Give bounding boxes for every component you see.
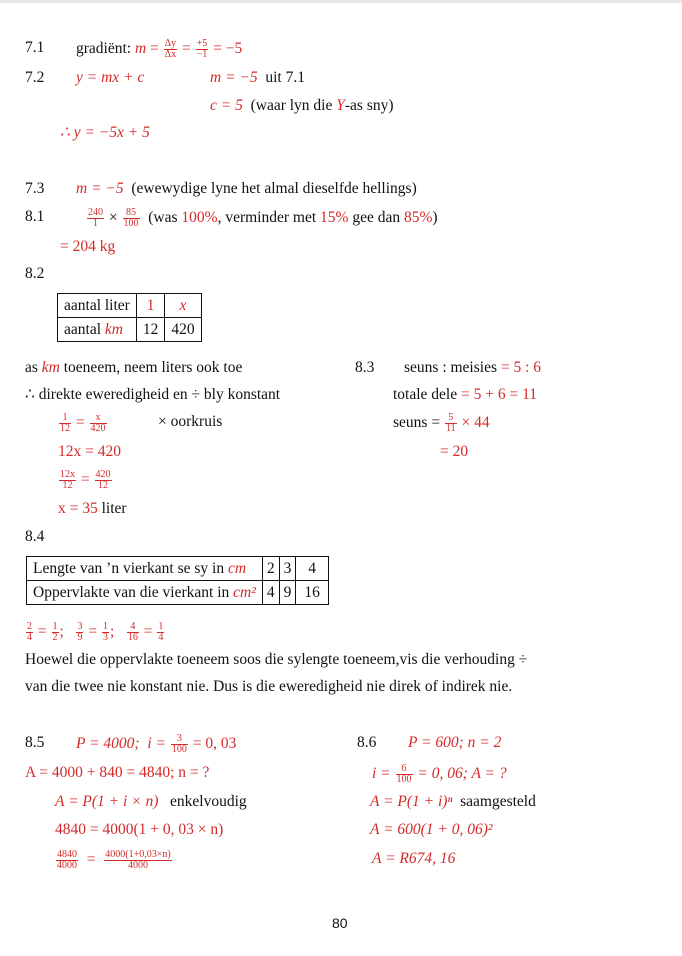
table-cell: 4 <box>262 581 279 605</box>
table-row <box>58 294 202 318</box>
division-line: $\frac{4840}{4000}$ = $\frac{4000(1+0,03\times n)}{4000}$ <box>57 849 171 871</box>
m-symbol: m <box>134 40 147 58</box>
total-parts-line: totale dele = 5 + 6 = 11 <box>393 386 538 403</box>
page-number: 80 <box>332 915 348 931</box>
ratio-fractions: $\frac{2}{4}$ = $\frac{1}{2}$ ; $\frac{3}{9}$ = $\frac{1}{3}$ ; $\frac{4}{16}$ = $\frac{1}{4}$ <box>27 621 164 643</box>
divide-line: $\frac{12x}{12}$ = $\frac{420}{12}$ <box>60 469 111 491</box>
fraction-85: $\frac{85}{100}$ <box>123 207 139 229</box>
oorkruis-note: × oorkruis <box>158 413 223 430</box>
value-fraction: $\frac{+5}{-1}$ <box>196 38 208 60</box>
top-border <box>0 0 682 3</box>
item-8-1-number: 8.1 <box>25 208 45 225</box>
m-value-line: m = −5 uit 7.1 <box>210 69 305 86</box>
compound-result: A = R674, 16 <box>372 850 456 867</box>
compound-formula-line: A = P(1 + i)ⁿ saamgesteld <box>370 793 536 810</box>
item-7-3-number: 7.3 <box>25 180 45 197</box>
table-cell: 9 <box>279 581 296 605</box>
item-7-1-number: 7.1 <box>25 39 45 56</box>
observation-line: as km toeneem, neem liters ook toe <box>25 359 243 376</box>
table-row <box>27 557 329 581</box>
table-cell: 3 <box>279 557 296 581</box>
item-7-3-content: m = −5 (ewewydige lyne het almal dieselfde hellings) <box>76 180 417 197</box>
rate-line: i = $\frac{6}{100}$ = 0, 06; A = ? <box>372 763 507 785</box>
interest-given: P = 4000; i = $\frac{3}{100}$ = 0, 03 <box>76 733 237 755</box>
ratio-line: seuns : meisies = 5 : 6 <box>404 359 542 376</box>
table-cell: 420 <box>165 318 201 342</box>
table-cell: Oppervlakte van die vierkant in cm² <box>27 581 263 605</box>
compound-given: P = 600; n = 2 <box>408 734 502 751</box>
line-equation: y = mx + c <box>76 69 145 86</box>
cross-multiply-line: 12x = 420 <box>58 443 121 460</box>
table-row <box>58 318 202 342</box>
delta-fraction: $\frac{\Delta y}{\Delta x}$ <box>164 38 177 60</box>
table-cell: Lengte van ’n vierkant se sy in cm <box>27 557 263 581</box>
table-cell: 12 <box>136 318 165 342</box>
c-value-line: c = 5 (waar lyn die Y-as sny) <box>210 97 394 114</box>
table-cell: 4 <box>296 557 329 581</box>
fraction-240: $\frac{240}{1}$ <box>88 207 103 229</box>
conclusion-line: ∴ direkte eweredigheid en ÷ bly konstant <box>25 386 281 403</box>
liter-km-table <box>57 293 202 342</box>
table-cell: aantal km <box>58 318 137 342</box>
equals: = <box>150 40 159 58</box>
gradient-label: gradiënt: <box>76 40 132 58</box>
square-table <box>26 556 329 605</box>
item-7-1-content <box>76 39 242 60</box>
substitution-line: 4840 = 4000(1 + 0, 03 × n) <box>55 821 224 838</box>
item-8-6-number: 8.6 <box>357 734 377 751</box>
table-row <box>27 581 329 605</box>
simple-formula-line: A = P(1 + i × n) enkelvoudig <box>55 793 247 810</box>
item-8-3-number: 8.3 <box>355 359 375 376</box>
compound-substitution: A = 600(1 + 0, 06)² <box>370 821 493 838</box>
proportion-line: $\frac{1}{12}$ = $\frac{x}{420}$ <box>60 412 106 434</box>
explanation-line-2: van die twee nie konstant nie. Dus is die eweredigheid nie direk of indirek nie. <box>25 678 513 695</box>
gradient-result: = −5 <box>213 40 243 58</box>
table-cell: 1 <box>136 294 165 318</box>
equals: = <box>181 40 191 58</box>
item-7-2-number: 7.2 <box>25 69 45 86</box>
item-8-2-number: 8.2 <box>25 265 45 282</box>
explanation-line-1: Hoewel die oppervlakte toeneem soos die sylengte toeneem,vis die verhouding ÷ <box>25 651 528 668</box>
amount-line: A = 4000 + 840 = 4840; n = ? <box>25 764 210 781</box>
item-8-4-number: 8.4 <box>25 528 45 545</box>
table-cell: 2 <box>262 557 279 581</box>
x-result: x = 35 liter <box>58 500 127 517</box>
boys-result: = 20 <box>440 443 469 460</box>
boys-calc-line: seuns = $\frac{5}{11}$ × 44 <box>393 412 490 434</box>
item-8-1-content: $\frac{240}{1}$ × $\frac{85}{100}$ (was 100%, verminder met 15% gee dan 85%) <box>88 207 438 229</box>
item-8-5-number: 8.5 <box>25 734 45 751</box>
mass-result: = 204 kg <box>60 238 116 255</box>
table-cell: x <box>165 294 201 318</box>
final-equation: ∴ y = −5x + 5 <box>60 124 150 141</box>
table-cell: 16 <box>296 581 329 605</box>
table-cell: aantal liter <box>58 294 137 318</box>
